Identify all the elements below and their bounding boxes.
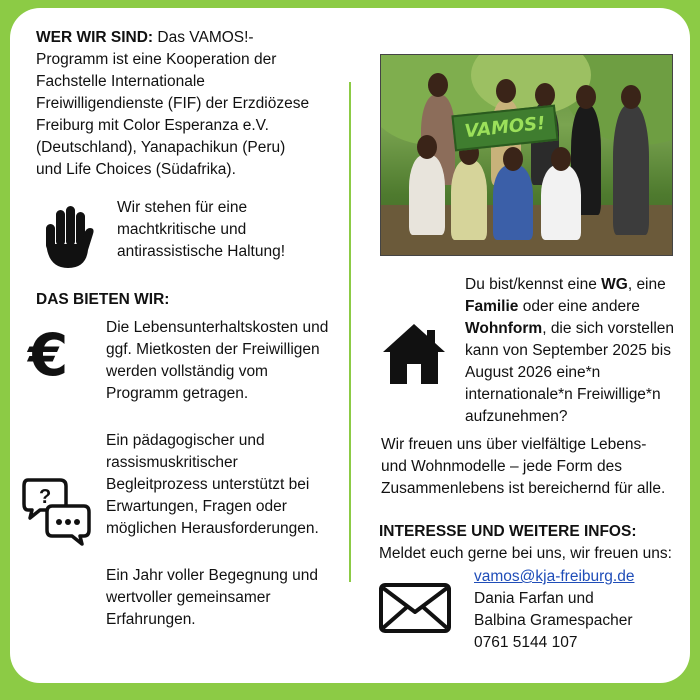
host-line-3-post: , die sich vorstellen xyxy=(542,320,675,337)
year-text xyxy=(106,565,342,631)
host-line: aufzunehmen? xyxy=(465,408,568,425)
intro-line: Freiburg mit Color Esperanza e.V. xyxy=(36,117,269,134)
bottom-strip xyxy=(0,683,700,700)
house-icon xyxy=(381,322,447,388)
photo-head xyxy=(503,147,523,171)
support-text xyxy=(106,430,342,540)
contact-name: Dania Farfan und xyxy=(474,590,594,607)
photo-head xyxy=(551,147,571,171)
vamos-sign: VAMOS! xyxy=(451,105,558,152)
support-line: Ein pädagogischer und xyxy=(106,432,265,449)
photo-head xyxy=(576,85,596,109)
group-photo xyxy=(380,54,673,256)
intro-line: Programm ist eine Kooperation der xyxy=(36,51,277,68)
contact-details xyxy=(474,566,689,654)
stance-text xyxy=(117,197,337,263)
host-wg: WG xyxy=(601,276,628,293)
photo-person xyxy=(451,160,487,240)
costs-line: werden vollständig vom xyxy=(106,363,268,380)
intro-heading: WER WIR SIND: xyxy=(36,29,154,46)
host-familie: Familie xyxy=(465,298,519,315)
year-line: Ein Jahr voller Begegnung und xyxy=(106,567,318,584)
photo-person xyxy=(541,165,581,240)
intro-line: und Life Choices (Südafrika). xyxy=(36,161,236,178)
intro-line: Fachstelle Internationale xyxy=(36,73,205,90)
host-text xyxy=(465,274,685,428)
svg-text:?: ? xyxy=(39,486,52,508)
stance-line: Wir stehen für eine xyxy=(117,199,248,216)
contact-name: Balbina Gramespacher xyxy=(474,612,633,629)
photo-person xyxy=(613,105,649,235)
support-line: rassismuskritischer xyxy=(106,454,238,471)
welcome-line: und Wohnmodelle – jede Form des xyxy=(381,458,622,475)
support-line: möglichen Herausforderungen. xyxy=(106,520,319,537)
contact-intro: Meldet euch gerne bei uns, wir freuen uns: xyxy=(379,545,672,562)
costs-line: Programm getragen. xyxy=(106,385,249,402)
speech-bubbles-icon xyxy=(22,476,92,546)
euro-icon: € xyxy=(28,321,69,389)
welcome-line: Zusammenlebens ist bereichernd für alle. xyxy=(381,480,666,497)
host-line: kann von September 2025 bis xyxy=(465,342,671,359)
host-line-1-post: , eine xyxy=(627,276,666,293)
photo-person xyxy=(493,165,533,240)
welcome-line: Wir freuen uns über vielfältige Lebens- xyxy=(381,436,647,453)
stance-line: machtkritische und xyxy=(117,221,247,238)
intro-line: (Deutschland), Yanapachikun (Peru) xyxy=(36,139,286,156)
offers-heading: DAS BIETEN WIR: xyxy=(36,291,170,308)
photo-head xyxy=(621,85,641,109)
photo-head xyxy=(496,79,516,103)
costs-line: ggf. Mietkosten der Freiwilligen xyxy=(106,341,320,358)
year-line: wertvoller gemeinsamer xyxy=(106,589,271,606)
host-line-2-post: oder eine andere xyxy=(518,298,640,315)
intro-block xyxy=(36,27,336,181)
contact-phone: 0761 5144 107 xyxy=(474,634,578,651)
welcome-text xyxy=(381,434,686,500)
photo-head xyxy=(535,83,555,107)
host-line: August 2026 eine*n xyxy=(465,364,601,381)
photo-person xyxy=(409,155,445,235)
column-divider xyxy=(349,82,351,582)
support-line: Begleitprozess unterstützt bei xyxy=(106,476,310,493)
host-wohnform: Wohnform xyxy=(465,320,543,337)
photo-head xyxy=(428,73,448,97)
host-line: internationale*n Freiwillige*n xyxy=(465,386,661,403)
email-link[interactable]: vamos@kja-freiburg.de xyxy=(474,568,635,585)
intro-line: Freiwilligendienste (FIF) der Erzdiözese xyxy=(36,95,310,112)
stance-line: antirassistische Haltung! xyxy=(117,243,285,260)
contact-heading: INTERESSE UND WEITERE INFOS: xyxy=(379,523,637,540)
raised-hand-icon xyxy=(40,204,96,270)
envelope-icon xyxy=(378,582,452,634)
intro-line: Das VAMOS!- xyxy=(153,29,254,46)
costs-line: Die Lebensunterhaltskosten und xyxy=(106,319,329,336)
year-line: Erfahrungen. xyxy=(106,611,196,628)
costs-text xyxy=(106,317,342,405)
photo-head xyxy=(417,135,437,159)
support-line: Erwartungen, Fragen oder xyxy=(106,498,287,515)
host-line-1-pre: Du bist/kennst eine xyxy=(465,276,602,293)
